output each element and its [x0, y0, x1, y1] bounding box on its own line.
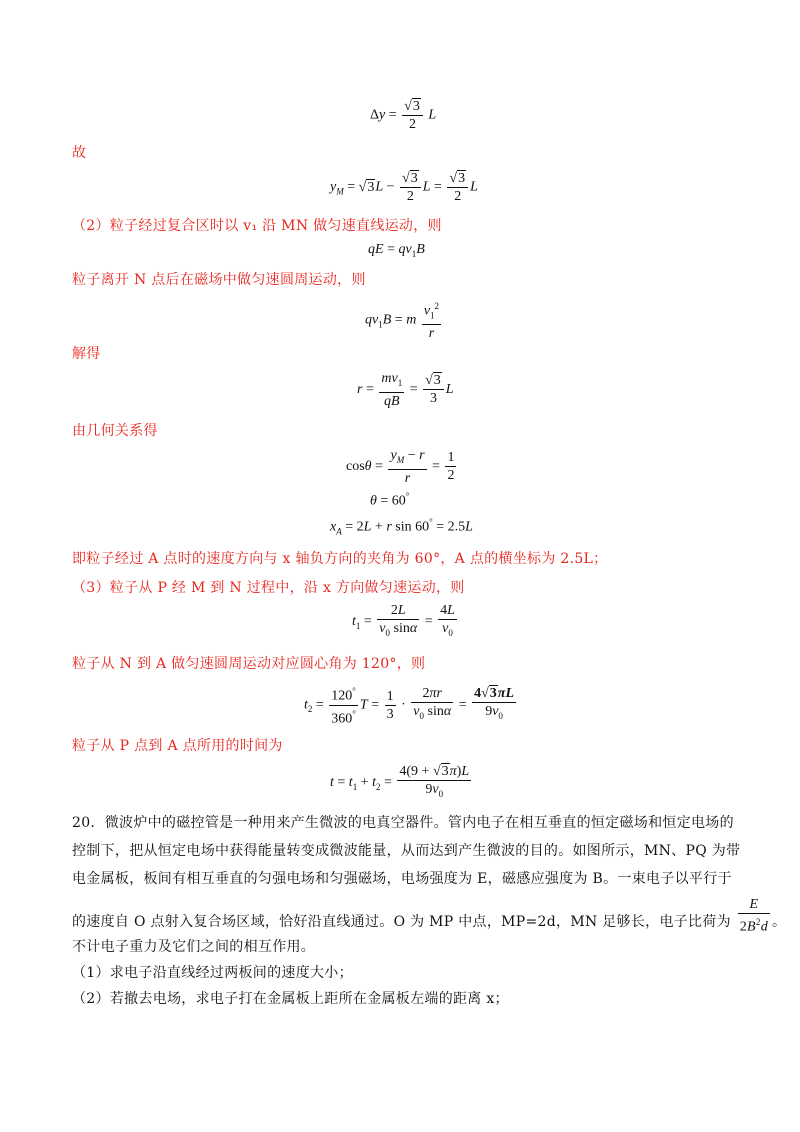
equation-t1: $t_1$ = $\frac{2L}{v_0 \sin\alpha}$ = $\frac{4L}{v_0}$ [352, 603, 455, 638]
equation-theta: θ = 60° [370, 491, 410, 509]
text-angle-result: 即粒子经过 A 点时的速度方向与 x 轴负方向的夹角为 60°，A 点的横坐标为 2.5L； [72, 551, 608, 567]
equation-y-m: $y_M = √3L$ − $\frac{√3}{2}$ L = $\frac{√3}{2}$ L [330, 171, 478, 204]
text-part3-intro: （3）粒子从 P 经 M 到 N 过程中，沿 x 方向做匀速运动，则 [72, 580, 465, 596]
equation-x-a: $x_A = 2L + r$ sin 60° = 2.5L [330, 517, 473, 537]
problem20-question1: （1）求电子沿直线经过两板间的速度大小； [72, 965, 353, 981]
equation-delta-y: Δy = $\frac{√3}{2}$ L [370, 99, 437, 132]
problem20-line4-tail: 。 [772, 913, 787, 930]
equation-total-time: $t = t_1 + t_2$ = $\frac{4(9 + √3\pi)L}{9v_0}$ [330, 764, 470, 799]
problem20-line3: 电金属板，板间有相互垂直的匀强电场和匀强磁场，电场强度为 E，磁感应强度为 B。一束电子以平行于 [72, 871, 732, 887]
problem20-line4-row [72, 897, 787, 942]
problem20-line1: 20．微波炉中的磁控管是一种用来产生微波的电真空器件。管内电子在相互垂直的恒定磁场和恒定电场的 [72, 815, 734, 831]
equation-cos-theta: cosθ = $\frac{y_M - r}{r}$ = $\frac{1}{2}$ [346, 448, 455, 486]
text-part2-intro: （2）粒子经过复合区时以 v₁ 沿 MN 做匀速直线运动，则 [72, 218, 442, 234]
equation-circular-motion: $qv_1B = m$ $\frac{v_1^2}{r}$ [365, 298, 443, 342]
problem20-question2: （2）若撤去电场，求电子打在金属板上距所在金属板左端的距离 x； [72, 991, 509, 1007]
text-leave-n: 粒子离开 N 点后在磁场中做匀速圆周运动，则 [72, 272, 366, 288]
text-jie-de: 解得 [72, 346, 101, 362]
equation-t2: $t_2$ = $\frac{120^\circ}{360^\circ}$ T = $\frac{1}{3}$ · $\frac{2\pi r}{v_0 \sin\alpha}$ = $\frac{4√3\pi L}{9v_0}$ [304, 683, 518, 727]
equation-force-balance: qE = $qv_1B$ [368, 242, 425, 259]
equation-charge-mass-ratio: $\frac{E}{2B^2d}$ [739, 897, 769, 935]
equation-radius: r = $\frac{mv_1}{qB}$ = $\frac{√3}{3}$ L [357, 371, 454, 409]
problem20-line4: 的速度自 O 点射入复合场区域，恰好沿直线通过。O 为 MP 中点，MP=2d，MN 足够长，电子比荷为 [72, 913, 731, 930]
text-n-to-a: 粒子从 N 到 A 做匀速圆周运动对应圆心角为 120°，则 [72, 656, 426, 672]
text-geometry: 由几何关系得 [72, 423, 158, 439]
text-p-to-a: 粒子从 P 点到 A 点所用的时间为 [72, 738, 283, 754]
text-gu: 故 [72, 145, 87, 161]
problem20-line2: 控制下，把从恒定电场中获得能量转变成微波能量，从而达到产生微波的目的。如图所示，MN、PQ 为带 [72, 843, 741, 859]
problem20-line5: 不计电子重力及它们之间的相互作用。 [72, 939, 316, 955]
